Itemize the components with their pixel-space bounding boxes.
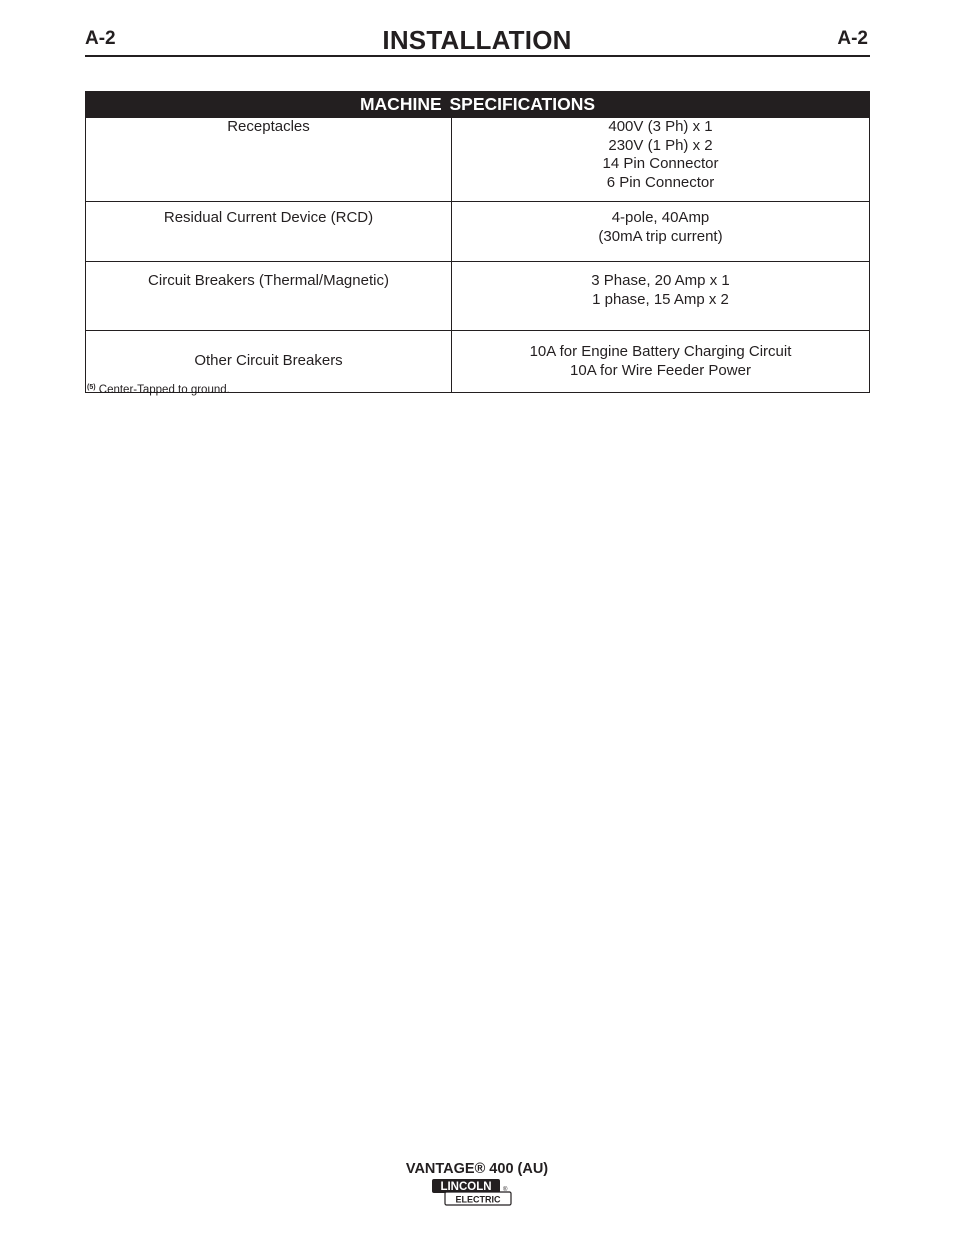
footnote (87, 384, 230, 396)
value-line: 400V (3 Ph) x 1 (608, 118, 713, 135)
row-value (452, 202, 870, 262)
table-row (86, 262, 870, 331)
header-rule (85, 55, 870, 57)
value-line: 10A for Wire Feeder Power (570, 361, 751, 379)
logo-top-text: LINCOLN (440, 1181, 492, 1193)
value-line: 1 phase, 15 Amp x 2 (592, 290, 729, 308)
row-value (452, 118, 870, 202)
value-line: (30mA trip current) (598, 227, 723, 245)
value-line: 4-pole, 40Amp (611, 209, 710, 226)
value-line: 230V (1 Ph) x 2 (608, 136, 713, 154)
footnote-marker: (5) (87, 384, 96, 391)
footer-model-name: VANTAGE® 400 (AU) (405, 1161, 549, 1177)
value-line: 14 Pin Connector (602, 155, 719, 172)
machine-specifications-table (85, 91, 870, 393)
table-row (86, 118, 870, 202)
table-title: MACHINE SPECIFICATIONS (86, 92, 870, 118)
logo-bottom-text: ELECTRIC (455, 1194, 501, 1205)
page-title: INSTALLATION (382, 25, 572, 55)
value-line: 6 Pin Connector (606, 173, 715, 191)
value-line: 10A for Engine Battery Charging Circuit (529, 343, 792, 360)
lincoln-electric-logo (431, 1178, 513, 1208)
row-value (452, 262, 870, 331)
page-number-left: A-2 (85, 28, 116, 49)
row-label: Receptacles (86, 118, 452, 202)
row-label: Other Circuit Breakers (86, 331, 452, 393)
row-label: Residual Current Device (RCD) (86, 202, 452, 262)
row-label: Circuit Breakers (Thermal/Magnetic) (86, 262, 452, 331)
row-value (452, 331, 870, 393)
page-number-right: A-2 (837, 28, 868, 49)
table-row (86, 202, 870, 262)
logo-registered-mark: ® (503, 1187, 508, 1193)
footnote-text: Center-Tapped to ground. (98, 384, 230, 396)
table-header-row (86, 92, 870, 118)
value-line: 3 Phase, 20 Amp x 1 (591, 272, 730, 289)
